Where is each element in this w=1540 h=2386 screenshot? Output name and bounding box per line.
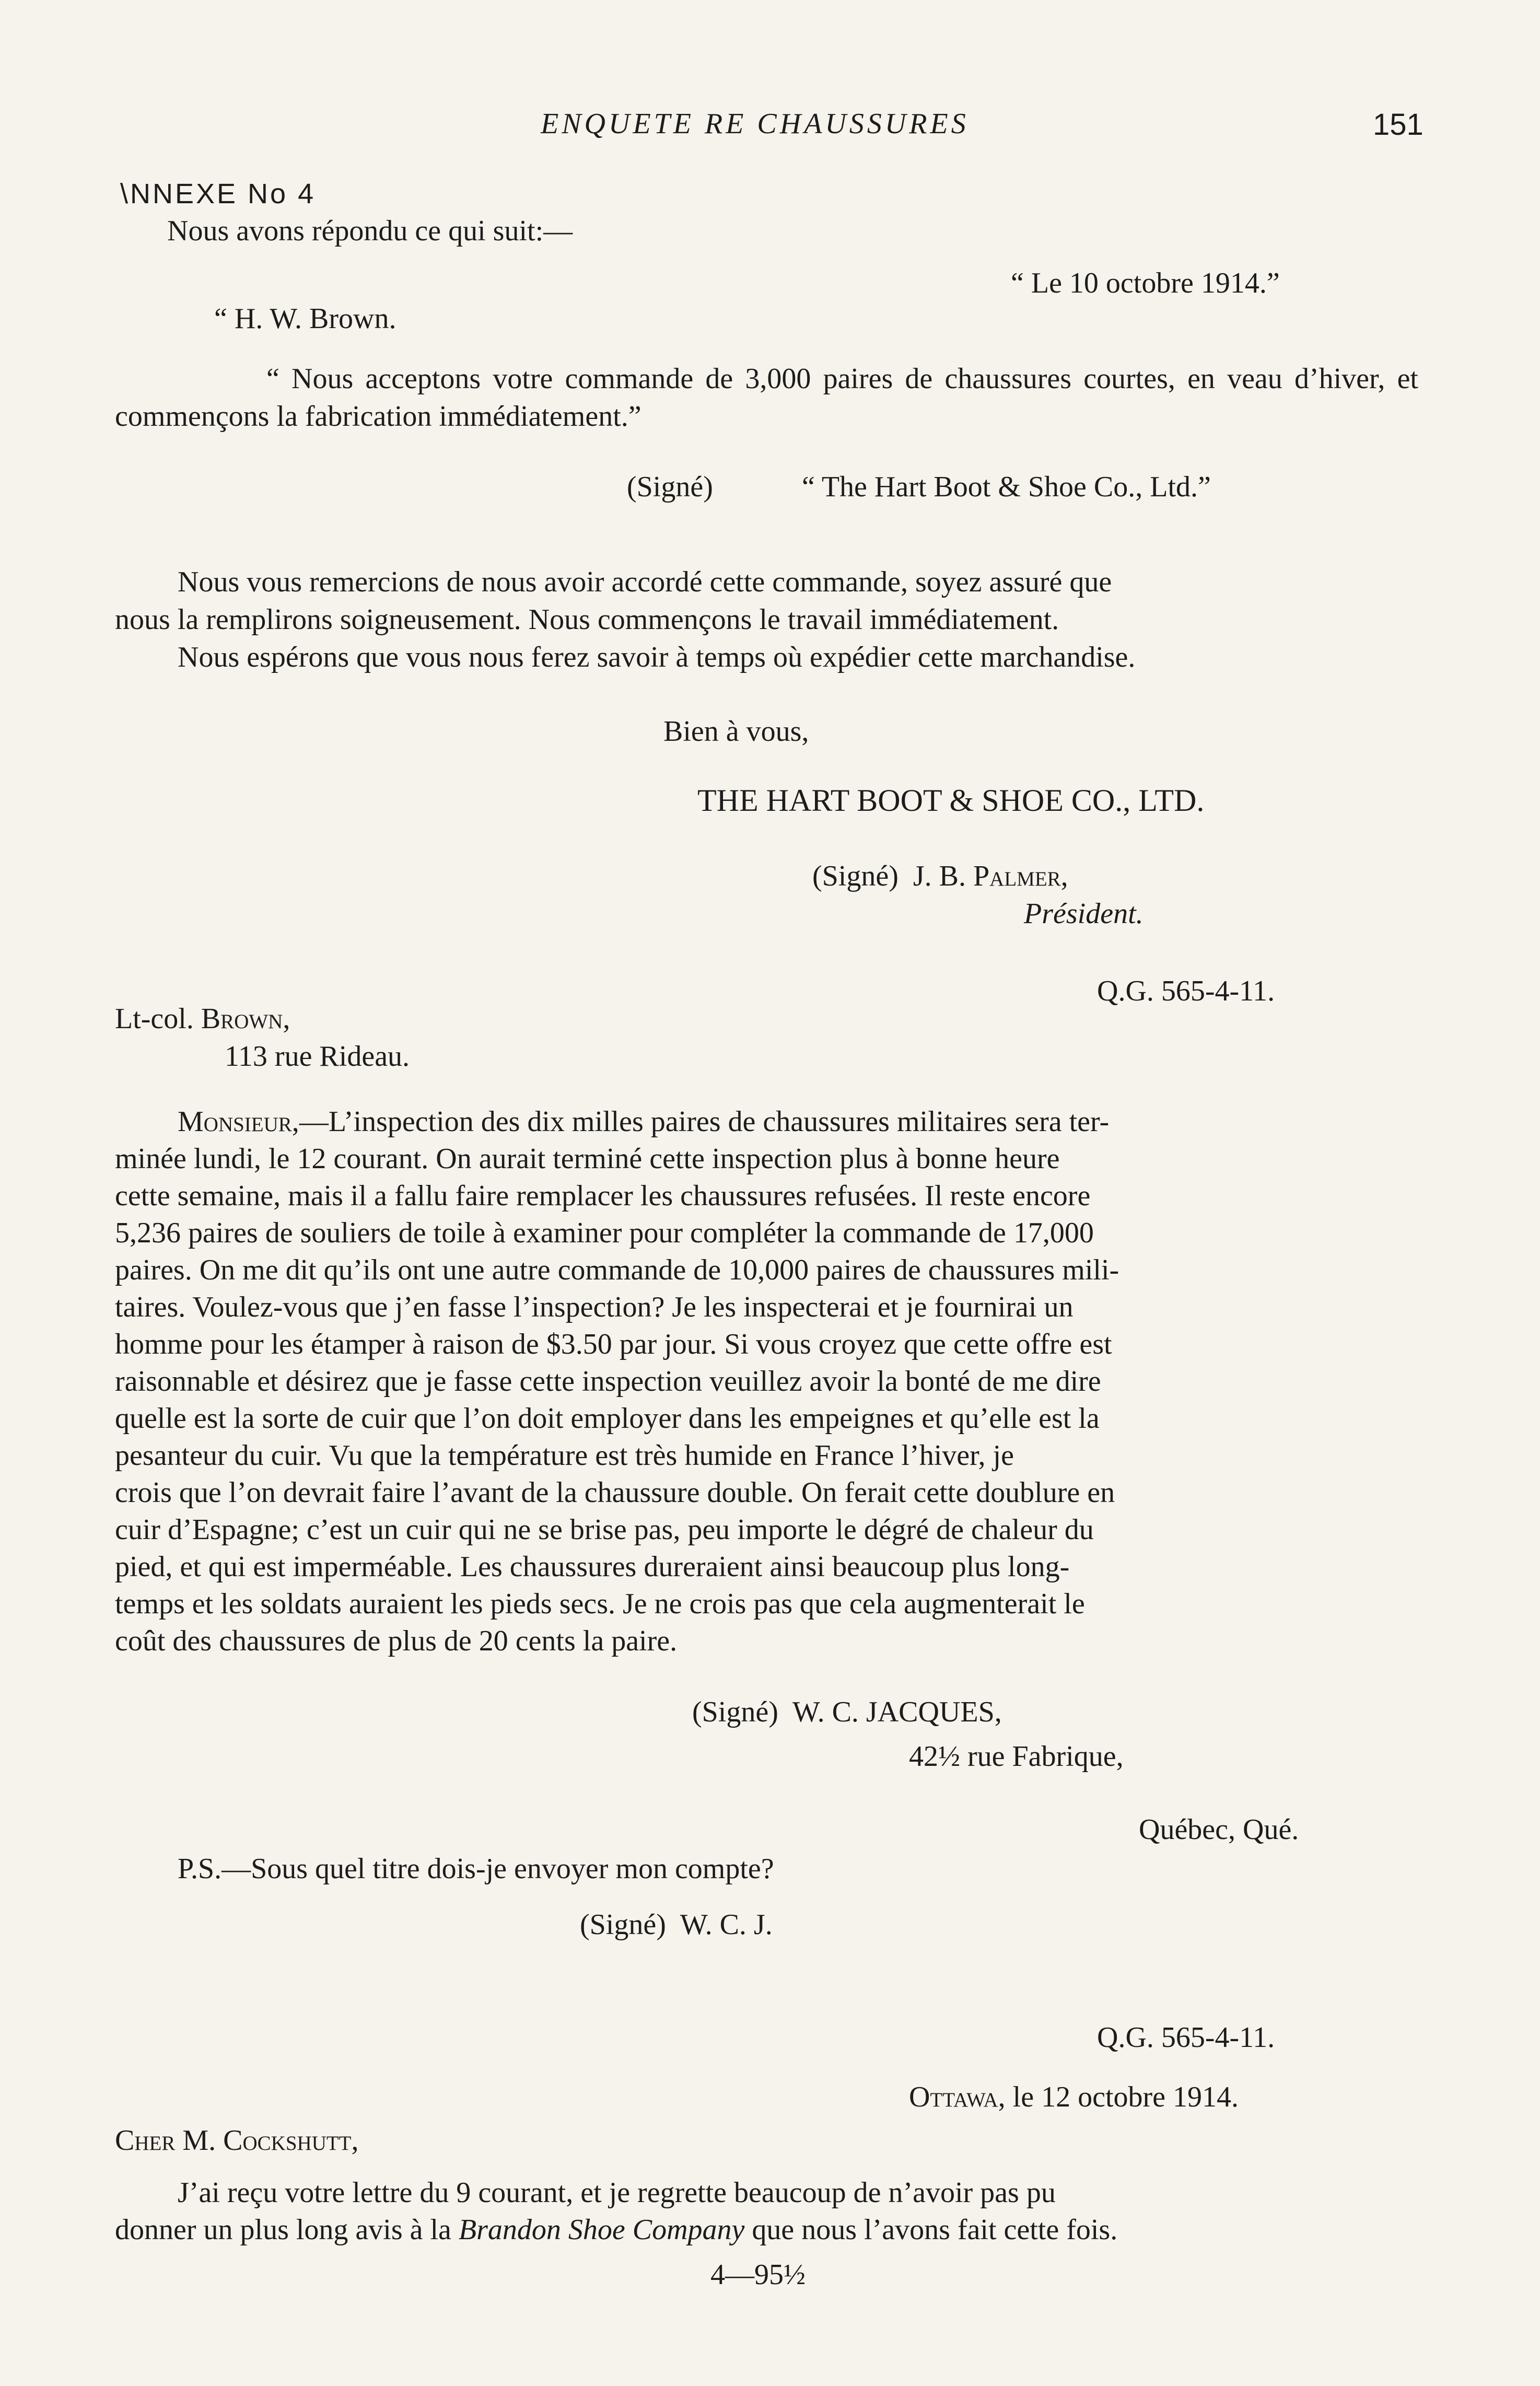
- running-title: ENQUETE RE CHAUSSURES: [541, 108, 969, 140]
- closing: Bien à vous,: [663, 715, 809, 748]
- body-line-text: —L’inspection des dix milles paires de chaussures militaires sera ter-: [299, 1105, 1110, 1138]
- addressee-rank: Lt-col.: [115, 1003, 194, 1035]
- printer-signature-mark: 4—95½: [710, 2259, 806, 2291]
- letter-body-line: temps et les soldats auraient les pieds secs. Je ne crois pas que cela augmenterait le: [115, 1588, 1085, 1620]
- addressee-name: Brown,: [201, 1003, 290, 1035]
- letter-place-date: [909, 2080, 1239, 2114]
- cockshutt-body-line2: [115, 2213, 1117, 2247]
- line2-suffix: que nous l’avons fait cette fois.: [752, 2214, 1118, 2246]
- postscript-signature: [580, 1908, 773, 1941]
- letter-body-line: raisonnable et désirez que je fasse cette inspection veuillez avoir la bonté de me dire: [115, 1365, 1101, 1398]
- ps-initials: W. C. J.: [680, 1908, 773, 1941]
- jacques-street: 42½ rue Fabrique,: [909, 1740, 1124, 1773]
- cockshutt-salutation: Cher M. Cockshutt,: [115, 2124, 359, 2157]
- signature-title: Président.: [1024, 898, 1144, 930]
- company-name: THE HART BOOT & SHOE CO., LTD.: [697, 783, 1205, 818]
- addressee: [115, 1002, 290, 1035]
- postscript: P.S.—Sous quel titre dois-je envoyer mon compte?: [178, 1853, 774, 1885]
- letter-body-line: minée lundi, le 12 courant. On aurait terminé cette inspection plus à bonne heure: [115, 1143, 1060, 1175]
- shipping-paragraph: Nous espérons que vous nous ferez savoir à temps où expédier cette marchandise.: [178, 641, 1136, 673]
- addressee-address: 113 rue Rideau.: [225, 1040, 410, 1073]
- jacques-signed-label: (Signé): [692, 1696, 778, 1728]
- letter-body-line: 5,236 paires de souliers de toile à examiner pour compléter la commande de 17,000: [115, 1217, 1094, 1249]
- signature-block: [812, 859, 1068, 893]
- letter-body-line: taires. Voulez-vous que j’en fasse l’inspection? Je les inspecterai et je fournirai un: [115, 1291, 1074, 1323]
- letter-body-line: quelle est la sorte de cuir que l’on doit employer dans les empeignes et qu’elle est la: [115, 1402, 1100, 1435]
- letter-body-line: homme pour les étamper à raison de $3.50 par jour. Si vous croyez que cette offre est: [115, 1328, 1112, 1360]
- letter-body-line: paires. On me dit qu’ils ont une autre commande de 10,000 paires de chaussures mili-: [115, 1254, 1119, 1286]
- reference-number-2: Q.G. 565-4-11.: [1097, 2021, 1275, 2054]
- reply-intro: Nous avons répondu ce qui suit:—: [167, 215, 573, 247]
- letter-date-2: le 12 octobre 1914.: [1012, 2081, 1239, 2113]
- letter-body-line: coût des chaussures de plus de 20 cents la paire.: [115, 1625, 678, 1657]
- company-italic: Brandon Shoe Company: [458, 2214, 745, 2246]
- jacques-signature: [692, 1695, 1002, 1729]
- annexe-label: \NNEXE No 4: [120, 178, 316, 209]
- thanks-paragraph-line2: nous la remplirons soigneusement. Nous commençons le travail immédiatement.: [115, 603, 1059, 636]
- signed-company-quote: “ The Hart Boot & Shoe Co., Ltd.”: [802, 471, 1211, 503]
- ps-signed-label: (Signé): [580, 1908, 666, 1941]
- letter-date: “ Le 10 octobre 1914.”: [1011, 267, 1280, 299]
- letter-body-line: cette semaine, mais il a fallu faire remplacer les chaussures refusées. Il reste encore: [115, 1180, 1091, 1212]
- cockshutt-body-line1: J’ai reçu votre lettre du 9 courant, et je regrette beaucoup de n’avoir pas pu: [178, 2177, 1056, 2209]
- letter-body-line: pesanteur du cuir. Vu que la température est très humide en France l’hiver, je: [115, 1439, 1014, 1472]
- letter-body-line-1: [178, 1105, 1109, 1138]
- jacques-name: W. C. JACQUES,: [792, 1696, 1002, 1728]
- signature-initials: J. B.: [913, 860, 966, 892]
- signature-surname: Palmer,: [973, 860, 1068, 892]
- line2-prefix: donner un plus long avis à la: [115, 2214, 451, 2246]
- letter-salutation: “ H. W. Brown.: [214, 302, 396, 335]
- signature-label: (Signé): [812, 860, 899, 892]
- letter-salutation-monsieur: Monsieur,: [178, 1105, 299, 1138]
- letter-body-line: pied, et qui est imperméable. Les chaussures dureraient ainsi beaucoup plus long-: [115, 1551, 1070, 1583]
- letter-place: Ottawa,: [909, 2081, 1006, 2113]
- order-acceptance-text: “ Nous acceptons votre commande de 3,000 paires de chaussures courtes, en veau d’hiver, et commençons la fabrication immédiatement.”: [115, 363, 1418, 433]
- jacques-city: Québec, Qué.: [1139, 1813, 1299, 1846]
- letter-body-line: crois que l’on devrait faire l’avant de la chaussure double. On ferait cette doublure en: [115, 1476, 1115, 1509]
- signed-label: (Signé): [627, 471, 713, 503]
- thanks-paragraph-line1: Nous vous remercions de nous avoir accordé cette commande, soyez assuré que: [178, 566, 1112, 598]
- reference-number: Q.G. 565-4-11.: [1097, 975, 1275, 1007]
- page-number: 151: [1373, 108, 1424, 142]
- letter-body-line: cuir d’Espagne; c’est un cuir qui ne se brise pas, peu importe le dégré de chaleur du: [115, 1514, 1094, 1546]
